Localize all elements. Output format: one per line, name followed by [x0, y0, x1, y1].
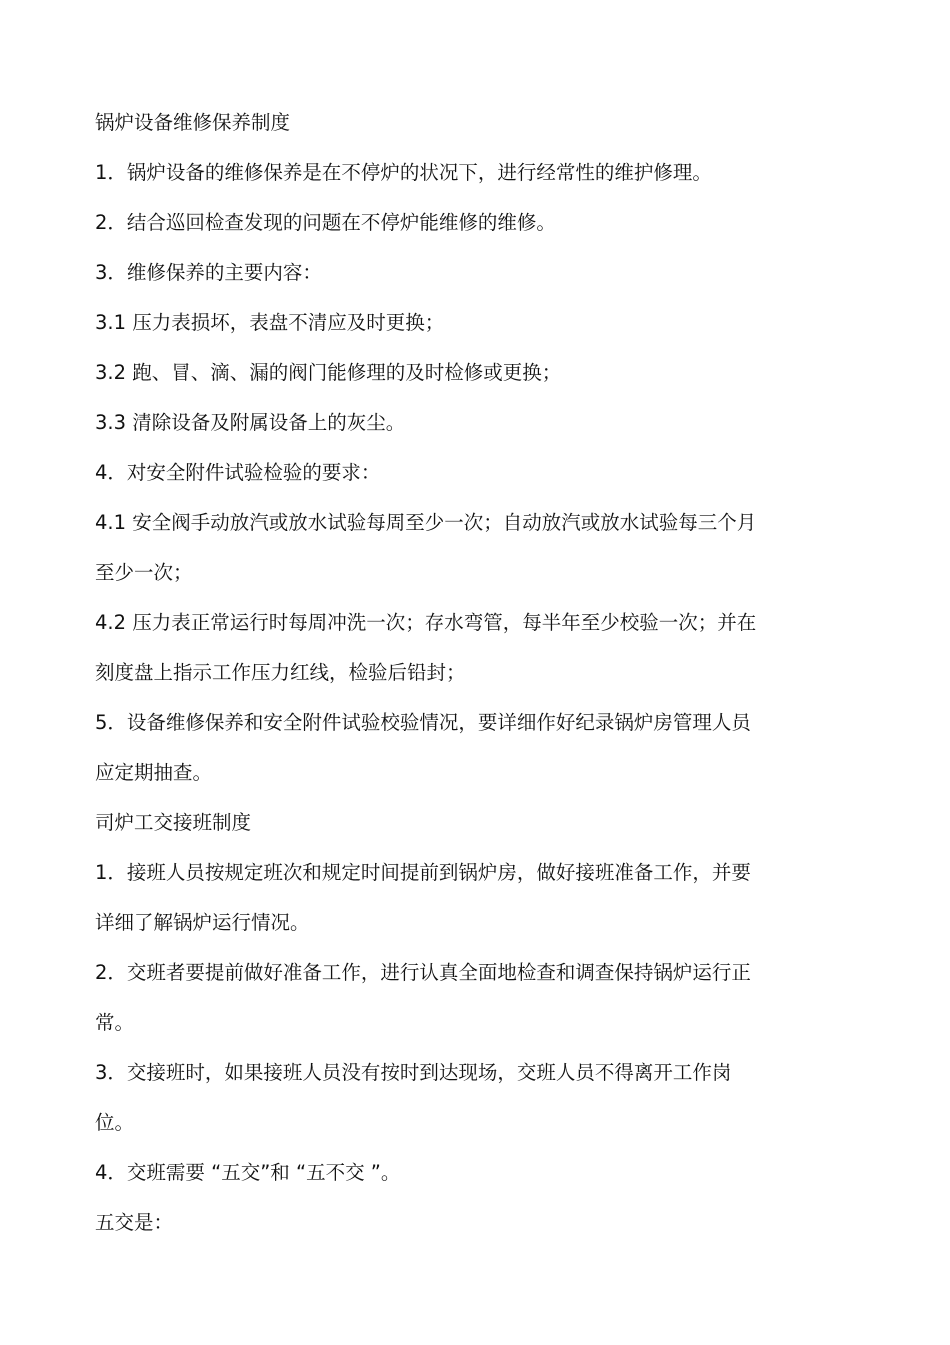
paragraph-line: 2．结合巡回检查发现的问题在不停炉能维修的维修。: [95, 211, 556, 234]
document-page: [95, 98, 815, 1248]
paragraph-line: 3.2 跑、冒、滴、漏的阀门能修理的及时检修或更换；: [95, 361, 562, 384]
paragraph-line: 4.1 安全阀手动放汽或放水试验每周至少一次；自动放汽或放水试验每三个月: [95, 511, 757, 534]
section-title-maintenance: 锅炉设备维修保养制度: [95, 111, 291, 134]
paragraph-line: 应定期抽查。: [95, 761, 213, 784]
paragraph-line: 4．对安全附件试验检验的要求：: [95, 461, 381, 484]
paragraph-line: 3.1 压力表损坏，表盘不清应及时更换；: [95, 311, 445, 334]
paragraph-line: 详细了解锅炉运行情况。: [95, 911, 310, 934]
paragraph-line: 3.3 清除设备及附属设备上的灰尘。: [95, 411, 406, 434]
paragraph-line: 1．接班人员按规定班次和规定时间提前到锅炉房，做好接班准备工作，并要: [95, 861, 751, 884]
paragraph-line: 2．交班者要提前做好准备工作，进行认真全面地检查和调查保持锅炉运行正: [95, 961, 751, 984]
paragraph-line: 3．交接班时，如果接班人员没有按时到达现场，交班人员不得离开工作岗: [95, 1061, 732, 1084]
paragraph-line: 刻度盘上指示工作压力红线，检验后铅封；: [95, 661, 466, 684]
paragraph-line: 5．设备维修保养和安全附件试验校验情况，要详细作好纪录锅炉房管理人员: [95, 711, 751, 734]
paragraph-line: 3．维修保养的主要内容：: [95, 261, 322, 284]
paragraph-line: 位。: [95, 1111, 135, 1134]
paragraph-line: 五交是：: [95, 1211, 174, 1234]
section-title-shift-handover: 司炉工交接班制度: [95, 811, 252, 834]
paragraph-line: 4.2 压力表正常运行时每周冲洗一次；存水弯管，每半年至少校验一次；并在: [95, 611, 757, 634]
paragraph-line: 常。: [95, 1011, 135, 1034]
paragraph-line: 4．交班需要 “五交”和 “五不交 ”。: [95, 1161, 401, 1184]
paragraph-line: 1．锅炉设备的维修保养是在不停炉的状况下，进行经常性的维护修理。: [95, 161, 712, 184]
paragraph-line: 至少一次；: [95, 561, 193, 584]
